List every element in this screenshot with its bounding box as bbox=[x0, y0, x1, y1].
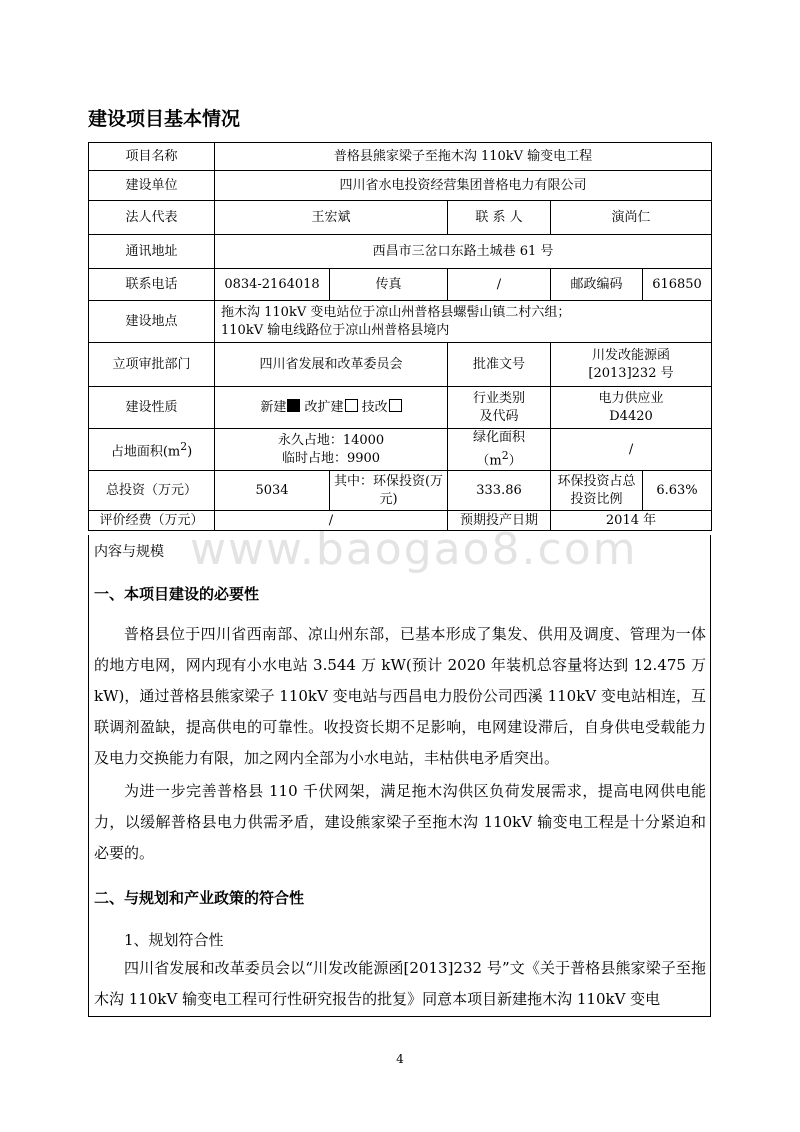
green-unit-sup: 2 bbox=[501, 449, 509, 462]
green-label bbox=[448, 429, 551, 471]
nature-label: 建设性质 bbox=[89, 387, 215, 429]
project-name-value: 普格县熊家梁子至拖木沟 110kV 输变电工程 bbox=[215, 143, 712, 171]
location-line: 拖木沟 110kV 变电站位于凉山州普格县螺髻山镇二村六组； bbox=[221, 304, 571, 320]
area-value bbox=[215, 429, 448, 471]
env-invest-value: 333.86 bbox=[448, 471, 551, 511]
area-label-end: ) bbox=[187, 444, 193, 460]
table-row bbox=[89, 269, 712, 301]
table-row bbox=[89, 343, 712, 387]
investment-value: 5034 bbox=[215, 471, 330, 511]
legal-rep-value: 王宏斌 bbox=[215, 201, 448, 235]
postcode-label: 邮政编码 bbox=[551, 269, 643, 301]
nature-expand-label: 改扩建 bbox=[304, 399, 344, 415]
table-row bbox=[89, 301, 712, 343]
location-line: 110kV 输电线路位于凉山州普格县境内 bbox=[221, 322, 450, 338]
subheading-planning: 1、规划符合性 bbox=[124, 931, 224, 949]
operation-date-label: 预期投产日期 bbox=[448, 511, 551, 531]
eval-fee-label: 评价经费（万元） bbox=[89, 511, 215, 531]
investment-label: 总投资（万元） bbox=[89, 471, 215, 511]
table-row bbox=[89, 429, 712, 471]
area-temporary: 临时占地：9900 bbox=[281, 450, 381, 466]
green-label-line: 绿化面积 bbox=[472, 430, 525, 445]
postcode-value: 616850 bbox=[643, 269, 712, 301]
area-permanent: 永久占地：14000 bbox=[277, 432, 385, 448]
table-row bbox=[89, 201, 712, 235]
nature-options bbox=[215, 387, 448, 429]
nature-new-label: 新建 bbox=[260, 399, 287, 415]
env-ratio-label-line: 环保投资占总 bbox=[557, 473, 636, 489]
env-ratio-value: 6.63% bbox=[643, 471, 712, 511]
address-label: 通讯地址 bbox=[89, 235, 215, 269]
checkbox-empty-icon bbox=[345, 399, 358, 412]
legal-rep-label: 法人代表 bbox=[89, 201, 215, 235]
approval-dept-label: 立项审批部门 bbox=[89, 343, 215, 387]
address-value: 西昌市三岔口东路土城巷 61 号 bbox=[215, 235, 712, 269]
checkbox-checked-icon bbox=[287, 399, 300, 412]
paragraph: 四川省发展和改革委员会以“川发改能源函[2013]232 号”文《关于普格县熊家梁子至拖木沟 110kV 输变电工程可行性研究报告的批复》同意本项目新建拖木沟 110kV 变电 bbox=[94, 959, 706, 1008]
page-title: 建设项目基本情况 bbox=[88, 108, 241, 130]
content-section bbox=[88, 535, 711, 1017]
contact-value: 演尚仁 bbox=[551, 201, 712, 235]
section-label: 内容与规模 bbox=[94, 544, 164, 560]
nature-tech-label: 技改 bbox=[361, 399, 388, 415]
industry-value bbox=[551, 387, 712, 429]
operation-date-value: 2014 年 bbox=[551, 511, 712, 531]
approval-dept-value: 四川省发展和改革委员会 bbox=[215, 343, 448, 387]
paragraph: 普格县位于四川省西南部、凉山州东部，已基本形成了集发、供用及调度、管理为一体的地方电网，网内现有小水电站 3.544 万 kW(预计 2020 年装机总容量将达到 12.475 万 kW)，通过普格县熊家梁子 110kV 变电站与西昌电力股份公司西溪 110kV 变电站相连，互联调剂盈缺，提高供电的可靠性。收投资长期不足影响，电网建设滞后，自身供电受载能力及电力交换能力有限，加之网内全部为小水电站，丰枯供电矛盾突出。 bbox=[94, 625, 706, 767]
table-row bbox=[89, 511, 712, 531]
industry-line: 电力供应业 bbox=[598, 390, 664, 406]
green-unit-start: （m bbox=[476, 453, 502, 469]
green-value: / bbox=[551, 429, 712, 471]
approval-doc-label: 批准文号 bbox=[448, 343, 551, 387]
location-value bbox=[215, 301, 712, 343]
checkbox-empty-icon bbox=[389, 399, 402, 412]
table-row bbox=[89, 387, 712, 429]
area-label-sup: 2 bbox=[180, 440, 188, 453]
project-name-label: 项目名称 bbox=[89, 143, 215, 171]
heading-compliance: 二、与规划和产业政策的符合性 bbox=[94, 889, 305, 907]
page-number: 4 bbox=[396, 1052, 404, 1066]
green-label-unit bbox=[451, 447, 547, 470]
industry-label-line: 及代码 bbox=[479, 408, 519, 424]
industry-label-line: 行业类别 bbox=[472, 390, 525, 406]
builder-label: 建设单位 bbox=[89, 171, 215, 201]
area-label-text: 占地面积(m bbox=[110, 444, 181, 460]
fax-value: / bbox=[448, 269, 551, 301]
table-row bbox=[89, 471, 712, 511]
industry-label bbox=[448, 387, 551, 429]
watermark: www.baogao8.com bbox=[190, 524, 638, 575]
area-label bbox=[89, 429, 215, 471]
builder-value: 四川省水电投资经营集团普格电力有限公司 bbox=[215, 171, 712, 201]
location-label: 建设地点 bbox=[89, 301, 215, 343]
heading-necessity: 一、本项目建设的必要性 bbox=[94, 585, 260, 603]
phone-value: 0834-2164018 bbox=[215, 269, 330, 301]
env-invest-label: 其中：环保投资(万元) bbox=[330, 471, 448, 511]
approval-doc-line: [2013]232 号 bbox=[588, 365, 674, 381]
green-unit-end: ） bbox=[508, 453, 522, 469]
project-info-table bbox=[88, 142, 712, 531]
env-ratio-label-line: 投资比例 bbox=[570, 491, 623, 507]
table-row bbox=[89, 235, 712, 269]
env-ratio-label bbox=[551, 471, 643, 511]
paragraph: 为进一步完善普格县 110 千伏网架，满足拖木沟供区负荷发展需求，提高电网供电能力，以缓解普格县电力供需矛盾，建设熊家梁子至拖木沟 110kV 输变电工程是十分紧迫和必要的。 bbox=[94, 782, 706, 862]
phone-label: 联系电话 bbox=[89, 269, 215, 301]
table-row bbox=[89, 143, 712, 171]
approval-doc-line: 川发改能源函 bbox=[592, 347, 671, 363]
eval-fee-value: / bbox=[215, 511, 448, 531]
contact-label: 联 系 人 bbox=[448, 201, 551, 235]
approval-doc-value bbox=[551, 343, 712, 387]
fax-label: 传真 bbox=[330, 269, 448, 301]
industry-line: D4420 bbox=[609, 408, 653, 424]
table-row bbox=[89, 171, 712, 201]
